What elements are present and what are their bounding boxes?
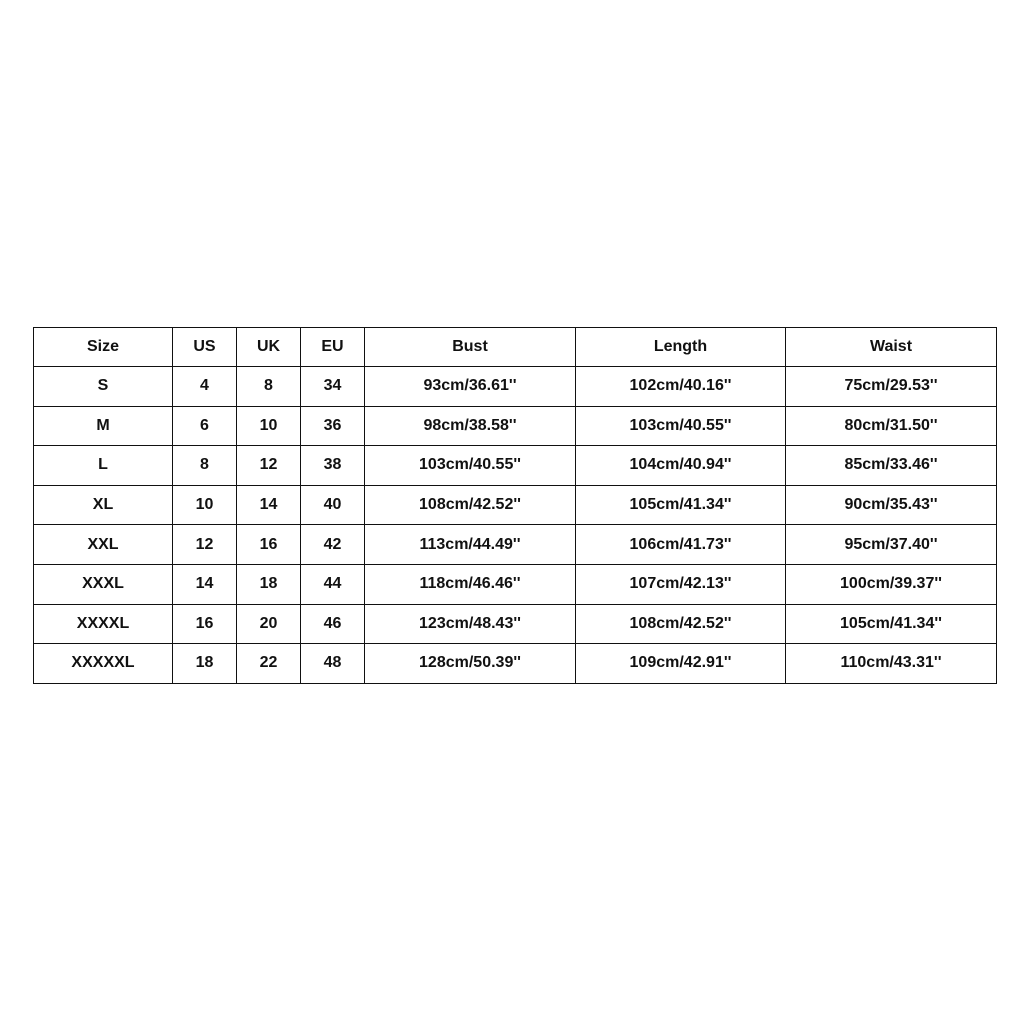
cell-waist: 85cm/33.46''	[786, 446, 997, 486]
cell-size: XXXXL	[34, 604, 173, 644]
cell-waist: 80cm/31.50''	[786, 406, 997, 446]
cell-size: S	[34, 367, 173, 407]
cell-uk: 20	[237, 604, 301, 644]
column-header-bust: Bust	[365, 328, 576, 367]
cell-us: 6	[173, 406, 237, 446]
table-row	[34, 564, 997, 604]
cell-bust: 98cm/38.58''	[365, 406, 576, 446]
cell-length: 107cm/42.13''	[576, 564, 786, 604]
cell-eu: 48	[301, 644, 365, 684]
cell-waist: 75cm/29.53''	[786, 367, 997, 407]
table-row	[34, 485, 997, 525]
table-row	[34, 367, 997, 407]
cell-length: 109cm/42.91''	[576, 644, 786, 684]
cell-size: XXXL	[34, 564, 173, 604]
table-row	[34, 406, 997, 446]
cell-uk: 8	[237, 367, 301, 407]
table-row	[34, 525, 997, 565]
cell-length: 106cm/41.73''	[576, 525, 786, 565]
cell-size: XXL	[34, 525, 173, 565]
cell-uk: 14	[237, 485, 301, 525]
cell-us: 16	[173, 604, 237, 644]
column-header-eu: EU	[301, 328, 365, 367]
cell-uk: 12	[237, 446, 301, 486]
cell-length: 108cm/42.52''	[576, 604, 786, 644]
cell-waist: 95cm/37.40''	[786, 525, 997, 565]
cell-bust: 93cm/36.61''	[365, 367, 576, 407]
cell-bust: 113cm/44.49''	[365, 525, 576, 565]
column-header-size: Size	[34, 328, 173, 367]
cell-bust: 128cm/50.39''	[365, 644, 576, 684]
cell-eu: 36	[301, 406, 365, 446]
cell-us: 8	[173, 446, 237, 486]
table-header-row	[34, 328, 997, 367]
cell-length: 105cm/41.34''	[576, 485, 786, 525]
cell-waist: 90cm/35.43''	[786, 485, 997, 525]
cell-eu: 34	[301, 367, 365, 407]
table-row	[34, 446, 997, 486]
cell-us: 10	[173, 485, 237, 525]
cell-length: 104cm/40.94''	[576, 446, 786, 486]
cell-us: 4	[173, 367, 237, 407]
cell-uk: 16	[237, 525, 301, 565]
cell-length: 102cm/40.16''	[576, 367, 786, 407]
table-row	[34, 644, 997, 684]
cell-waist: 100cm/39.37''	[786, 564, 997, 604]
cell-uk: 10	[237, 406, 301, 446]
table-row	[34, 604, 997, 644]
cell-size: M	[34, 406, 173, 446]
cell-eu: 46	[301, 604, 365, 644]
cell-us: 12	[173, 525, 237, 565]
size-chart-table	[33, 327, 997, 684]
cell-bust: 123cm/48.43''	[365, 604, 576, 644]
column-header-uk: UK	[237, 328, 301, 367]
column-header-length: Length	[576, 328, 786, 367]
column-header-waist: Waist	[786, 328, 997, 367]
cell-bust: 118cm/46.46''	[365, 564, 576, 604]
cell-us: 18	[173, 644, 237, 684]
cell-size: XXXXXL	[34, 644, 173, 684]
cell-eu: 42	[301, 525, 365, 565]
cell-us: 14	[173, 564, 237, 604]
cell-eu: 38	[301, 446, 365, 486]
cell-size: XL	[34, 485, 173, 525]
cell-uk: 22	[237, 644, 301, 684]
cell-size: L	[34, 446, 173, 486]
cell-bust: 103cm/40.55''	[365, 446, 576, 486]
cell-eu: 44	[301, 564, 365, 604]
cell-uk: 18	[237, 564, 301, 604]
cell-waist: 105cm/41.34''	[786, 604, 997, 644]
cell-waist: 110cm/43.31''	[786, 644, 997, 684]
column-header-us: US	[173, 328, 237, 367]
cell-length: 103cm/40.55''	[576, 406, 786, 446]
cell-eu: 40	[301, 485, 365, 525]
cell-bust: 108cm/42.52''	[365, 485, 576, 525]
